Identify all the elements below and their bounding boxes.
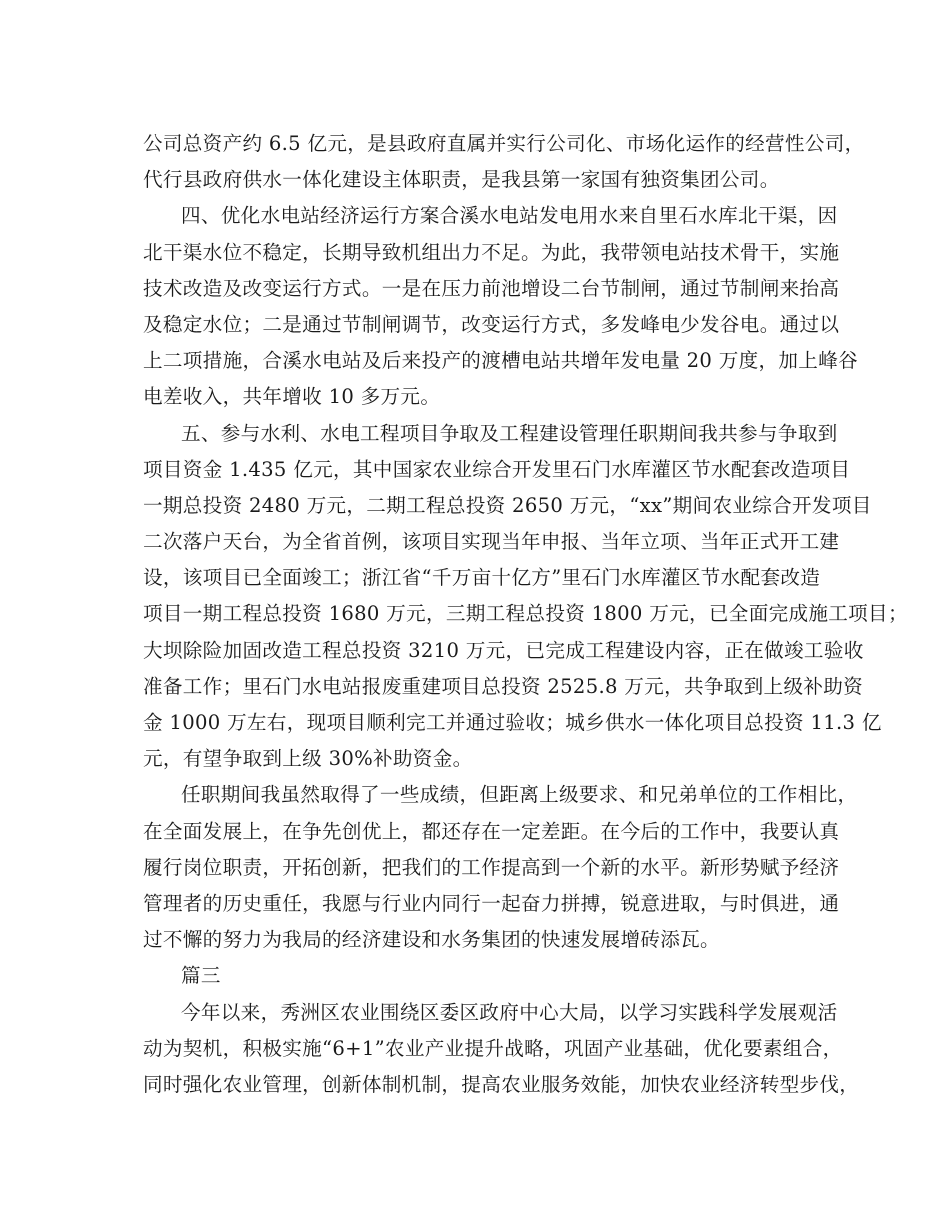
text-line: 任职期间我虽然取得了一些成绩，但距离上级要求、和兄弟单位的工作相比， (181, 783, 858, 807)
text-line: 管理者的历史重任，我愿与行业内同行一起奋力拼搏，锐意进取，与时俱进，通 (143, 891, 840, 915)
document-body (143, 126, 908, 1103)
text-line: 上二项措施，合溪水电站及后来投产的渡槽电站共增年发电量 20 万度，加上峰谷 (143, 349, 858, 373)
text-line: 及稳定水位；二是通过节制闸调节，改变运行方式，多发峰电少发谷电。通过以 (143, 312, 840, 336)
text-line: 四、优化水电站经济运行方案合溪水电站发电用水来自里石水库北干渠，因 (181, 204, 838, 228)
text-line: 电差收入，共年增收 10 多万元。 (143, 385, 441, 409)
section-heading: 篇三 (181, 964, 221, 988)
text-line: 过不懈的努力为我局的经济建设和水务集团的快速发展增砖添瓦。 (143, 928, 720, 952)
text-line: 金 1000 万左右，现项目顺利完工并通过验收；城乡供水一体化项目总投资 11.3 亿 (143, 711, 882, 734)
text-line: 动为契机，积极实施“6+1”农业产业提升战略，巩固产业基础，优化要素组合， (143, 1036, 843, 1060)
text-line: 履行岗位职责，开拓创新，把我们的工作提高到一个新的水平。新形势赋予经济 (143, 855, 840, 879)
text-line: 元，有望争取到上级 30%补助资金。 (143, 747, 473, 771)
text-line: 同时强化农业管理，创新体制机制，提高农业服务效能，加快农业经济转型步伐， (143, 1072, 860, 1096)
text-line: 公司总资产约 6.5 亿元，是县政府直属并实行公司化、市场化运作的经营性公司， (143, 132, 865, 155)
text-line: 一期总投资 2480 万元，二期工程总投资 2650 万元，“xx”期间农业综合开发项目 (143, 493, 872, 517)
text-line: 北干渠水位不稳定，长期导致机组出力不足。为此，我带领电站技术骨干，实施 (143, 240, 840, 264)
text-line: 今年以来，秀洲区农业围绕区委区政府中心大局，以学习实践科学发展观活 (181, 1000, 838, 1024)
text-line: 设，该项目已全面竣工；浙江省“千万亩十亿方”里石门水库灌区节水配套改造 (143, 566, 821, 590)
text-line: 代行县政府供水一体化建设主体职责，是我县第一家国有独资集团公司。 (143, 168, 780, 192)
text-line: 项目资金 1.435 亿元，其中国家农业综合开发里石门水库灌区节水配套改造项目 (143, 457, 851, 481)
text-line: 五、参与水利、水电工程项目争取及工程建设管理任职期间我共参与争取到 (181, 421, 838, 445)
text-line: 项目一期工程总投资 1680 万元，三期工程总投资 1800 万元，已全面完成施工项目； (143, 602, 908, 626)
text-line: 技术改造及改变运行方式。一是在压力前池增设二台节制闸，通过节制闸来抬高 (143, 276, 840, 300)
text-line: 在全面发展上，在争先创优上，都还存在一定差距。在今后的工作中，我要认真 (143, 819, 840, 843)
text-line: 大坝除险加固改造工程总投资 3210 万元，已完成工程建设内容，正在做竣工验收 (143, 638, 864, 662)
text-line: 二次落户天台，为全省首例，该项目实现当年申报、当年立项、当年正式开工建 (143, 530, 840, 554)
text-line: 准备工作；里石门水电站报废重建项目总投资 2525.8 万元，共争取到上级补助资 (143, 674, 864, 698)
